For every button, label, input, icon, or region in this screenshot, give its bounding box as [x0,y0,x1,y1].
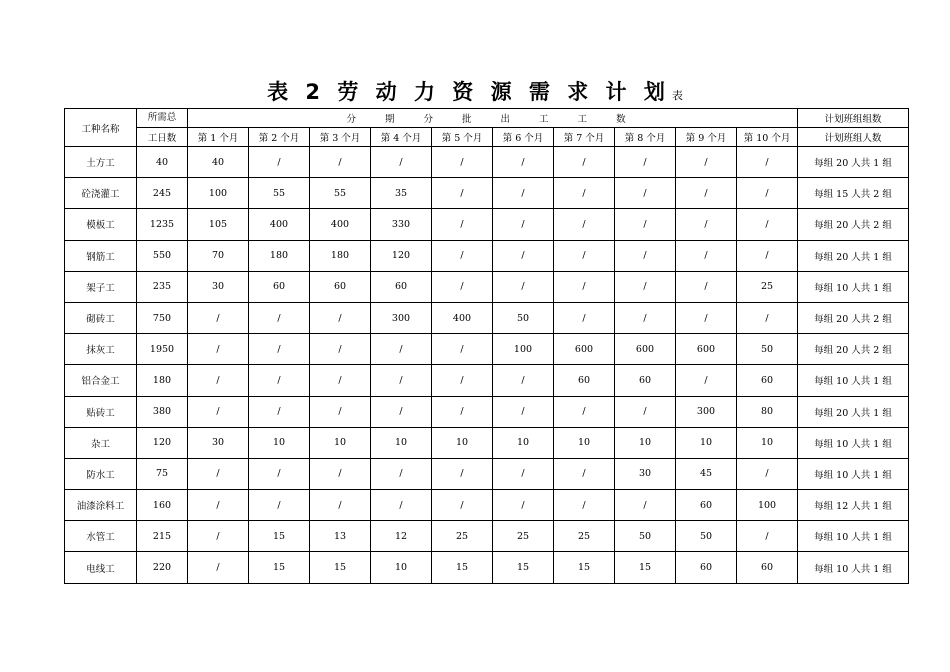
month-2-cell: 180 [249,240,310,271]
month-2-cell: / [249,396,310,427]
plan-cell: 每组 10 人共 1 组 [798,427,909,458]
plan-cell: 每组 20 人共 1 组 [798,240,909,271]
header-worker-type: 工种名称 [65,109,137,147]
table-row [65,147,909,178]
table-row [65,209,909,240]
month-3-cell: / [310,365,371,396]
month-8-cell: / [615,302,676,333]
month-10-cell: / [737,521,798,552]
month-6-cell: / [493,240,554,271]
month-6-cell: 10 [493,427,554,458]
month-8-cell: / [615,396,676,427]
month-7-cell: 60 [554,365,615,396]
month-5-cell: / [432,240,493,271]
month-2-cell: 400 [249,209,310,240]
month-4-cell: 35 [371,178,432,209]
month-1-cell: 30 [188,427,249,458]
month-9-cell: 45 [676,458,737,489]
month-10-cell: / [737,209,798,240]
month-1-cell: / [188,552,249,583]
month-1-cell: 100 [188,178,249,209]
month-9-cell: / [676,302,737,333]
total-days-cell: 160 [137,490,188,521]
month-7-cell: / [554,490,615,521]
month-9-cell: / [676,178,737,209]
table-row [65,552,909,583]
month-1-cell: 70 [188,240,249,271]
month-1-cell: / [188,365,249,396]
total-days-cell: 75 [137,458,188,489]
month-6-cell: / [493,458,554,489]
header-month-6: 第 6 个月 [493,128,554,147]
worker-type-cell: 钢筋工 [65,240,137,271]
month-8-cell: 15 [615,552,676,583]
month-6-cell: 50 [493,302,554,333]
worker-type-cell: 贴砖工 [65,396,137,427]
header-month-1: 第 1 个月 [188,128,249,147]
month-6-cell: / [493,209,554,240]
month-3-cell: 55 [310,178,371,209]
table-row [65,458,909,489]
month-5-cell: / [432,334,493,365]
month-7-cell: / [554,147,615,178]
month-10-cell: / [737,147,798,178]
labor-resource-table [64,108,909,584]
plan-cell: 每组 20 人共 1 组 [798,396,909,427]
month-2-cell: 15 [249,521,310,552]
month-1-cell: 40 [188,147,249,178]
month-5-cell: / [432,490,493,521]
month-5-cell: 10 [432,427,493,458]
month-7-cell: / [554,209,615,240]
month-3-cell: 13 [310,521,371,552]
month-5-cell: / [432,178,493,209]
month-7-cell: 25 [554,521,615,552]
header-month-4: 第 4 个月 [371,128,432,147]
month-6-cell: / [493,271,554,302]
table-row [65,240,909,271]
plan-cell: 每组 10 人共 1 组 [798,271,909,302]
month-9-cell: 60 [676,552,737,583]
month-9-cell: 600 [676,334,737,365]
plan-cell: 每组 12 人共 1 组 [798,490,909,521]
month-7-cell: 10 [554,427,615,458]
month-4-cell: 330 [371,209,432,240]
month-7-cell: / [554,396,615,427]
table-row [65,178,909,209]
worker-type-cell: 模板工 [65,209,137,240]
month-3-cell: 15 [310,552,371,583]
month-2-cell: / [249,365,310,396]
title-main: 表 2 劳 动 力 资 源 需 求 计 划 [267,80,670,104]
table-row [65,365,909,396]
total-days-cell: 40 [137,147,188,178]
month-5-cell: 15 [432,552,493,583]
month-1-cell: 30 [188,271,249,302]
month-6-cell: / [493,147,554,178]
month-8-cell: 600 [615,334,676,365]
month-2-cell: / [249,458,310,489]
header-month-2: 第 2 个月 [249,128,310,147]
month-4-cell: 60 [371,271,432,302]
table-row [65,521,909,552]
plan-cell: 每组 10 人共 1 组 [798,365,909,396]
header-month-5: 第 5 个月 [432,128,493,147]
table-row [65,271,909,302]
month-6-cell: / [493,490,554,521]
total-days-cell: 220 [137,552,188,583]
month-2-cell: 55 [249,178,310,209]
month-3-cell: / [310,334,371,365]
table-row [65,490,909,521]
month-9-cell: / [676,209,737,240]
title-suffix: 表 [671,89,683,102]
month-4-cell: 300 [371,302,432,333]
month-6-cell: 100 [493,334,554,365]
month-8-cell: / [615,178,676,209]
month-8-cell: 50 [615,521,676,552]
month-4-cell: 10 [371,552,432,583]
worker-type-cell: 水管工 [65,521,137,552]
month-4-cell: / [371,147,432,178]
plan-cell: 每组 20 人共 1 组 [798,147,909,178]
month-9-cell: 10 [676,427,737,458]
month-8-cell: / [615,240,676,271]
month-3-cell: 180 [310,240,371,271]
month-2-cell: 15 [249,552,310,583]
worker-type-cell: 砼浇灌工 [65,178,137,209]
month-6-cell: / [493,178,554,209]
month-8-cell: / [615,147,676,178]
plan-cell: 每组 20 人共 2 组 [798,302,909,333]
plan-cell: 每组 15 人共 2 组 [798,178,909,209]
worker-type-cell: 杂工 [65,427,137,458]
month-7-cell: 15 [554,552,615,583]
month-3-cell: 400 [310,209,371,240]
month-4-cell: 12 [371,521,432,552]
total-days-cell: 120 [137,427,188,458]
month-4-cell: / [371,396,432,427]
worker-type-cell: 架子工 [65,271,137,302]
month-2-cell: / [249,490,310,521]
month-2-cell: 60 [249,271,310,302]
month-4-cell: / [371,458,432,489]
total-days-cell: 180 [137,365,188,396]
month-5-cell: / [432,458,493,489]
month-1-cell: / [188,490,249,521]
month-6-cell: / [493,365,554,396]
month-8-cell: / [615,209,676,240]
month-5-cell: / [432,365,493,396]
month-4-cell: / [371,365,432,396]
month-7-cell: / [554,178,615,209]
month-2-cell: 10 [249,427,310,458]
month-9-cell: / [676,240,737,271]
total-days-cell: 245 [137,178,188,209]
header-period-span: 分 期 分 批 出 工 工 数 [188,109,798,128]
month-7-cell: / [554,240,615,271]
month-6-cell: 15 [493,552,554,583]
total-days-cell: 550 [137,240,188,271]
header-month-8: 第 8 个月 [615,128,676,147]
total-days-cell: 235 [137,271,188,302]
month-8-cell: / [615,490,676,521]
month-9-cell: / [676,271,737,302]
header-month-10: 第 10 个月 [737,128,798,147]
month-5-cell: 400 [432,302,493,333]
table-row [65,396,909,427]
month-10-cell: 80 [737,396,798,427]
month-10-cell: 60 [737,552,798,583]
month-4-cell: 10 [371,427,432,458]
worker-type-cell: 电线工 [65,552,137,583]
document-title [0,76,950,106]
month-3-cell: / [310,458,371,489]
month-5-cell: / [432,147,493,178]
month-1-cell: / [188,396,249,427]
month-10-cell: / [737,302,798,333]
month-9-cell: 50 [676,521,737,552]
month-3-cell: 10 [310,427,371,458]
month-3-cell: / [310,396,371,427]
month-9-cell: 300 [676,396,737,427]
month-7-cell: / [554,271,615,302]
month-5-cell: 25 [432,521,493,552]
month-5-cell: / [432,271,493,302]
plan-cell: 每组 10 人共 1 组 [798,521,909,552]
total-days-cell: 215 [137,521,188,552]
month-6-cell: 25 [493,521,554,552]
total-days-cell: 1950 [137,334,188,365]
month-8-cell: 10 [615,427,676,458]
plan-cell: 每组 20 人共 2 组 [798,334,909,365]
month-3-cell: / [310,490,371,521]
header-month-9: 第 9 个月 [676,128,737,147]
month-4-cell: / [371,490,432,521]
month-1-cell: / [188,334,249,365]
total-days-cell: 750 [137,302,188,333]
month-8-cell: / [615,271,676,302]
month-1-cell: / [188,521,249,552]
month-10-cell: 60 [737,365,798,396]
month-1-cell: / [188,302,249,333]
month-4-cell: 120 [371,240,432,271]
header-plan-line2: 计划班组人数 [798,128,909,147]
month-5-cell: / [432,396,493,427]
plan-cell: 每组 20 人共 2 组 [798,209,909,240]
month-9-cell: 60 [676,490,737,521]
month-10-cell: 10 [737,427,798,458]
worker-type-cell: 油漆涂料工 [65,490,137,521]
plan-cell: 每组 10 人共 1 组 [798,458,909,489]
worker-type-cell: 铝合金工 [65,365,137,396]
month-10-cell: 25 [737,271,798,302]
month-1-cell: / [188,458,249,489]
total-days-cell: 1235 [137,209,188,240]
header-plan-line1: 计划班组组数 [798,109,909,128]
month-3-cell: / [310,147,371,178]
month-3-cell: 60 [310,271,371,302]
header-month-7: 第 7 个月 [554,128,615,147]
table-row [65,302,909,333]
worker-type-cell: 防水工 [65,458,137,489]
month-2-cell: / [249,302,310,333]
month-8-cell: 60 [615,365,676,396]
month-4-cell: / [371,334,432,365]
month-10-cell: / [737,178,798,209]
month-1-cell: 105 [188,209,249,240]
month-9-cell: / [676,147,737,178]
month-2-cell: / [249,147,310,178]
header-total-days-line1: 所需总 [137,109,188,128]
table-row [65,427,909,458]
month-10-cell: 50 [737,334,798,365]
plan-cell: 每组 10 人共 1 组 [798,552,909,583]
total-days-cell: 380 [137,396,188,427]
table-row [65,334,909,365]
worker-type-cell: 土方工 [65,147,137,178]
month-7-cell: / [554,458,615,489]
month-10-cell: / [737,240,798,271]
month-8-cell: 30 [615,458,676,489]
month-7-cell: / [554,302,615,333]
month-7-cell: 600 [554,334,615,365]
month-3-cell: / [310,302,371,333]
worker-type-cell: 砌砖工 [65,302,137,333]
month-5-cell: / [432,209,493,240]
header-month-3: 第 3 个月 [310,128,371,147]
worker-type-cell: 抹灰工 [65,334,137,365]
header-total-days-line2: 工日数 [137,128,188,147]
month-2-cell: / [249,334,310,365]
month-6-cell: / [493,396,554,427]
month-10-cell: / [737,458,798,489]
month-10-cell: 100 [737,490,798,521]
month-9-cell: / [676,365,737,396]
